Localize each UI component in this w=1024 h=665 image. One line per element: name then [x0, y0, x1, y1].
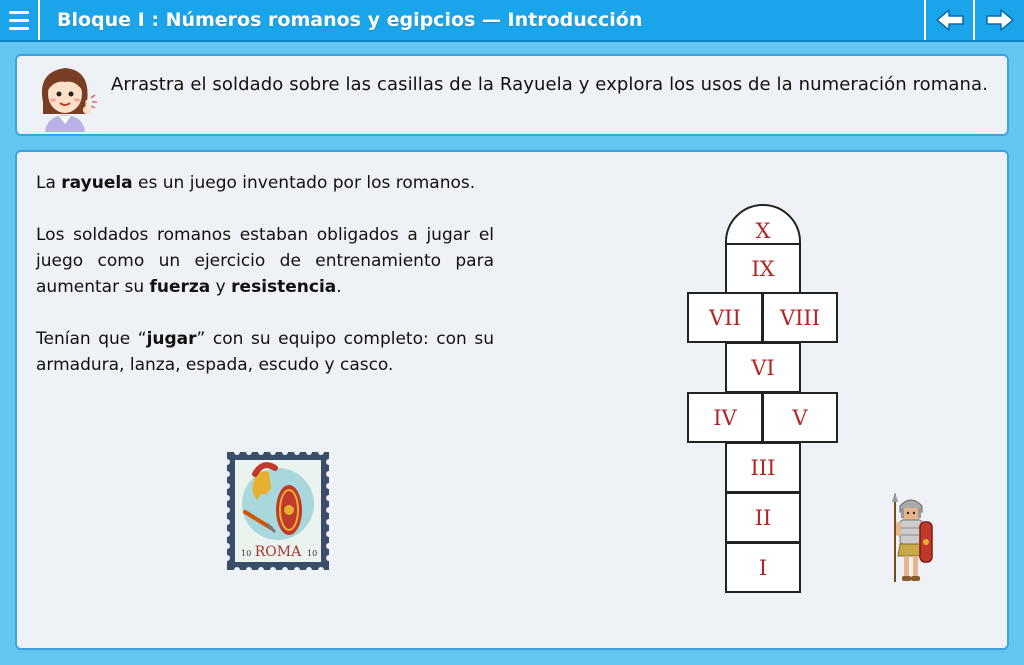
hop-cell-v[interactable]: V — [762, 392, 838, 443]
instruction-card — [15, 54, 1009, 136]
hop-cell-i[interactable]: I — [725, 542, 801, 593]
stamp-label: ROMA — [254, 544, 302, 560]
hop-cell-ii[interactable]: II — [725, 492, 801, 543]
hamburger-menu-icon-line — [9, 19, 29, 22]
arrow-left-icon — [935, 8, 965, 32]
text: La — [36, 173, 62, 193]
text: ” con su equipo completo: con su armadura, lanza, espada, escudo y casco. — [36, 329, 494, 375]
previous-button[interactable] — [926, 0, 975, 40]
content-panel — [15, 150, 1009, 650]
bold-text: jugar — [146, 329, 197, 349]
arrow-right-icon — [985, 8, 1015, 32]
hop-cell-iv[interactable]: IV — [687, 392, 763, 443]
text: y — [210, 277, 232, 297]
next-button[interactable] — [975, 0, 1024, 40]
roman-stamp — [227, 452, 329, 570]
menu-button[interactable] — [0, 0, 40, 40]
text: es un juego inventado por los romanos. — [132, 173, 476, 193]
stamp-value: 10 — [241, 549, 252, 558]
top-bar — [0, 0, 1024, 42]
hop-cell-iii[interactable]: III — [725, 442, 801, 493]
hop-cell-ix[interactable]: IX — [725, 243, 801, 294]
hamburger-menu-icon — [9, 11, 29, 14]
bold-text: rayuela — [61, 173, 133, 193]
text: Tenían que “ — [36, 329, 147, 349]
hop-cell-x[interactable]: X — [725, 204, 801, 257]
page-title: Bloque I : Números romanos y egipcios — Introducción — [57, 9, 643, 31]
bold-text: resistencia — [231, 277, 337, 297]
paragraph-3 — [36, 326, 494, 378]
hop-cell-vii[interactable]: VII — [687, 292, 763, 343]
roman-soldier-draggable[interactable] — [887, 492, 939, 587]
paragraph-2 — [36, 222, 494, 300]
hop-cell-vi[interactable]: VI — [725, 342, 801, 393]
text: . — [336, 277, 342, 297]
bold-text: fuerza — [149, 277, 211, 297]
hamburger-menu-icon-line — [9, 27, 29, 30]
navigation — [924, 0, 1024, 40]
stamp-value: 10 — [307, 549, 318, 558]
hop-cell-viii[interactable]: VIII — [762, 292, 838, 343]
teacher-avatar — [31, 62, 99, 132]
paragraph-1 — [36, 170, 494, 196]
instruction-text: Arrastra el soldado sobre las casillas de la Rayuela y explora los usos de la numeración romana. — [111, 74, 989, 95]
explanation-text — [36, 170, 494, 404]
text: Los soldados romanos estaban obligados a jugar el juego como un ejercicio de entrenamiento para aumentar su — [36, 225, 494, 297]
